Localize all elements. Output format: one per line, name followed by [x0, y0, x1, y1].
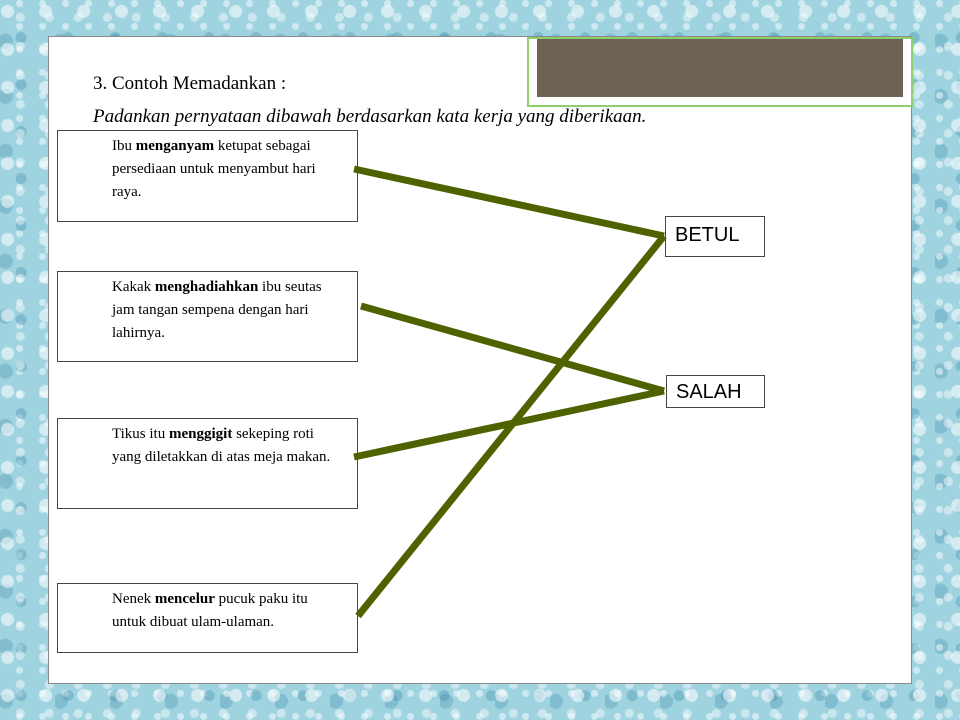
statement-text-2	[112, 276, 345, 345]
statement-text-4	[112, 588, 345, 634]
statement-3-after: sekeping roti yang diletakkan di atas meja makan.	[112, 426, 331, 465]
statement-2-verb: menghadiahkan	[154, 279, 259, 295]
statement-box-1	[57, 130, 358, 222]
statement-text-1	[112, 135, 345, 204]
statement-2-after: ibu seutas jam tangan sempena dengan hari lahirnya.	[112, 279, 322, 341]
header-image-fill	[537, 39, 903, 97]
statement-1-after: ketupat sebagai persediaan untuk menyambut hari raya.	[112, 138, 316, 200]
statement-3-verb: menggigit	[168, 426, 233, 442]
answer-label-salah: SALAH	[676, 381, 742, 403]
statement-4-before: Nenek	[112, 591, 155, 607]
statement-3-before: Tikus itu	[112, 426, 169, 442]
statement-1-before: Ibu	[112, 138, 136, 154]
statement-4-after: pucuk paku itu untuk dibuat ulam-ulaman.	[112, 591, 308, 630]
statement-box-2	[57, 271, 358, 362]
heading: 3. Contoh Memadankan :	[93, 73, 287, 94]
answer-box-betul	[665, 216, 765, 257]
statement-text-3	[112, 423, 345, 469]
statement-1-verb: menganyam	[135, 138, 215, 154]
answer-label-betul: BETUL	[675, 224, 740, 246]
statement-4-verb: mencelur	[154, 591, 215, 607]
instruction-text: Padankan pernyataan dibawah berdasarkan kata kerja yang diberikaan.	[93, 106, 647, 127]
statement-box-3	[57, 418, 358, 509]
answer-box-salah	[666, 375, 765, 408]
statement-box-4	[57, 583, 358, 653]
statement-2-before: Kakak	[112, 279, 155, 295]
header-image	[527, 37, 913, 107]
